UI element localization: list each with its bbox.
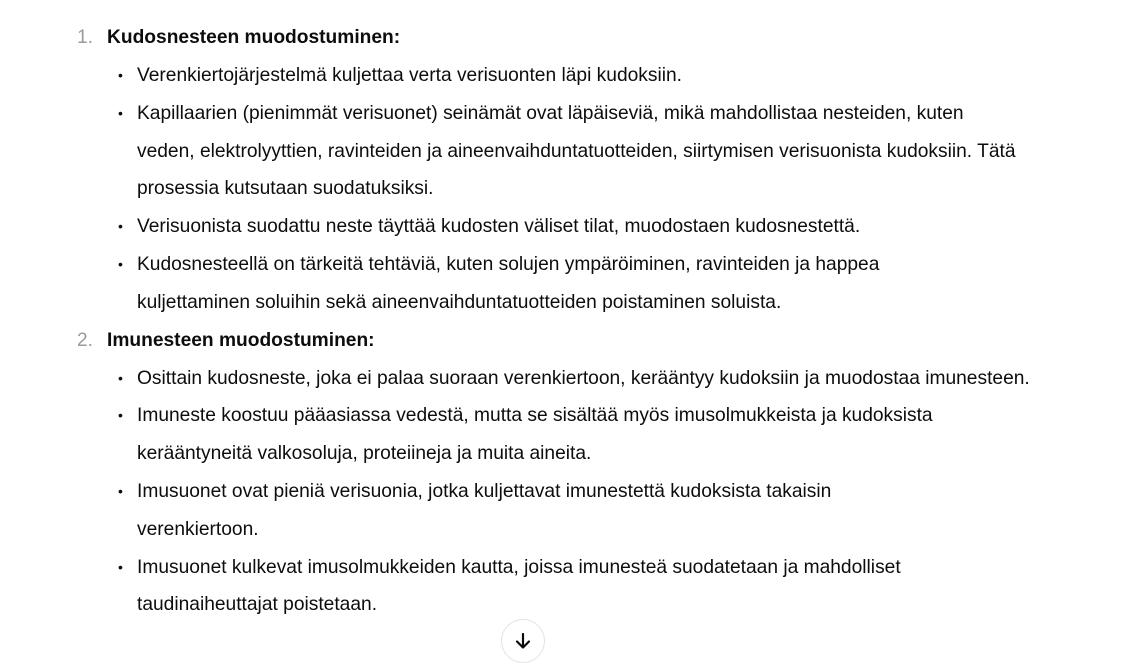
bullet-icon: • bbox=[118, 369, 123, 386]
section-title: Imunesteen muodostuminen: bbox=[107, 329, 375, 351]
section-heading bbox=[77, 19, 1123, 57]
bullet-icon: • bbox=[118, 558, 123, 575]
bullet-icon: • bbox=[118, 104, 123, 121]
list-item bbox=[118, 397, 1037, 473]
bullet-list bbox=[107, 57, 1123, 322]
bullet-text: Kapillaarien (pienimmät verisuonet) seinämät ovat läpäiseviä, mikä mahdollistaa nesteiden, kuten veden, elektrolyyttien, ravinteiden ja aineenvaihduntatuotteiden, siirtymisen verisuonista kudoksiin. Tätä prosessia kutsutaan suodatuksiksi. bbox=[137, 102, 1016, 200]
section-number: 1. bbox=[77, 27, 94, 48]
section-item bbox=[0, 322, 1123, 625]
list-item bbox=[118, 473, 937, 549]
bullet-icon: • bbox=[118, 482, 123, 499]
bullet-list bbox=[107, 360, 1123, 625]
bullet-text: Verisuonista suodattu neste täyttää kudosten väliset tilat, muodostaen kudosnestettä. bbox=[137, 216, 861, 238]
bullet-icon: • bbox=[118, 67, 123, 83]
bullet-text: Imuneste koostuu pääasiassa vedestä, mutta se sisältää myös imusolmukkeista ja kudoksista kerääntyneitä valkosoluja, proteiineja ja muita aineita. bbox=[137, 405, 933, 465]
section-list bbox=[0, 19, 1123, 624]
list-item bbox=[118, 360, 1037, 398]
bullet-text: Kudosnesteellä on tärkeitä tehtäviä, kuten solujen ympäröiminen, ravinteiden ja happea kuljettaminen soluihin sekä aineenvaihduntatuotteiden poistaminen soluista. bbox=[137, 253, 880, 313]
bullet-icon: • bbox=[118, 255, 123, 272]
list-item bbox=[118, 246, 987, 322]
list-item bbox=[118, 57, 1037, 95]
list-item bbox=[118, 95, 1017, 208]
message-content bbox=[0, 19, 1123, 624]
bullet-text: Verenkiertojärjestelmä kuljettaa verta verisuonten läpi kudoksiin. bbox=[137, 65, 682, 86]
bullet-text: Imusuonet ovat pieniä verisuonia, jotka kuljettavat imunestettä kudoksista takaisin verenkiertoon. bbox=[137, 480, 832, 540]
section-item bbox=[0, 19, 1123, 322]
section-title: Kudosnesteen muodostuminen: bbox=[107, 27, 401, 48]
section-heading bbox=[77, 322, 1123, 360]
bullet-icon: • bbox=[118, 407, 123, 424]
list-item bbox=[118, 549, 1017, 625]
arrow-down-icon bbox=[513, 631, 533, 651]
scroll-to-bottom-button[interactable] bbox=[501, 619, 545, 663]
section-number: 2. bbox=[77, 329, 94, 351]
bullet-icon: • bbox=[118, 218, 123, 235]
list-item bbox=[118, 208, 1037, 246]
bullet-text: Osittain kudosneste, joka ei palaa suoraan verenkiertoon, kerääntyy kudoksiin ja muodostaa imunesteen. bbox=[137, 367, 1030, 389]
bullet-text: Imusuonet kulkevat imusolmukkeiden kautta, joissa imunesteä suodatetaan ja mahdolliset taudinaiheuttajat poistetaan. bbox=[137, 556, 901, 616]
